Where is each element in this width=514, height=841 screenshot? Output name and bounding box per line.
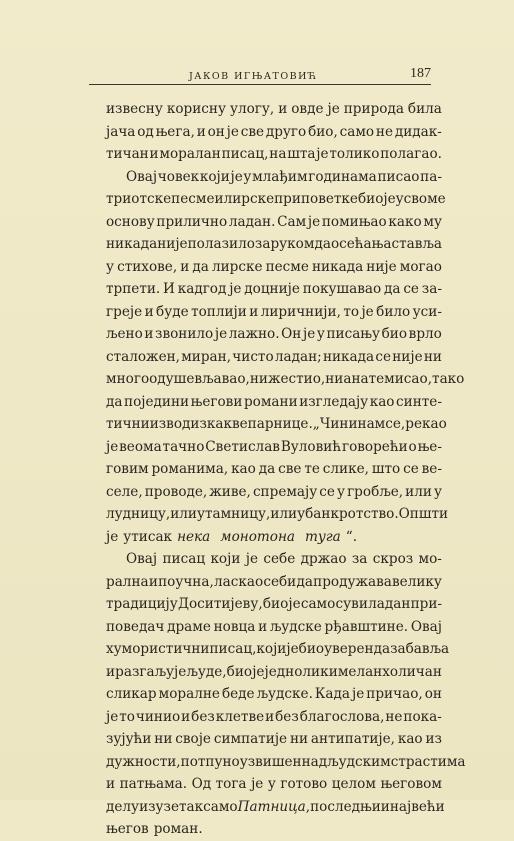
body-text xyxy=(106,98,466,841)
text-line: тичан и моралан писац, на шта је толико полагао. xyxy=(106,146,442,162)
text-line: трпети. И кадгод је доцније покушавао да се за- xyxy=(106,281,442,297)
text-line: много одушевљавао, ни жестио, ни анатемисао, тако xyxy=(106,371,465,387)
text-line: извесну корисну улогу, и овде је природа била xyxy=(106,101,442,117)
page-number: 187 xyxy=(410,66,431,81)
text-line: дужности, потпуно узвишен над људским страстима xyxy=(106,753,466,770)
text-line: сликар моралне беде људске. Када је причао, он xyxy=(106,686,442,702)
text-line: традицију Доситијеву, био је само сув и ладан при- xyxy=(106,596,442,612)
text-line: и патњама. Од тога је у готово целом његовом xyxy=(106,776,442,792)
paragraph xyxy=(106,98,442,166)
text-line: је утисак нека монотона туга “. xyxy=(106,528,358,545)
paragraph xyxy=(106,166,465,549)
text-line: делу изузетак само Патница, последњи и највећи xyxy=(106,798,445,815)
text-line: и разгаљује људе, био је једнолик и меланхоличан xyxy=(106,663,442,680)
text-line: триотске песме и лирске приповетке био је у своме xyxy=(106,191,446,207)
text-line: је веома тачно Светислав Вуловић говорећи о ње- xyxy=(106,438,442,455)
text-line: је то чинио и без клетве и без благослова, не пока- xyxy=(106,708,442,725)
paragraph xyxy=(106,548,466,841)
text-line: поведач драме новца и људске рђавштине. Овај xyxy=(106,618,442,635)
text-line: да поједини његови романи изгледају као синте- xyxy=(106,393,442,410)
text-line: селе, проводе, живе, спремају се у гробље, или у xyxy=(106,483,442,500)
text-line: основу прилично ладан. Сам је помињао како му xyxy=(106,213,442,230)
text-line: Овај писац који је себе држао за скроз мо- xyxy=(126,551,442,567)
text-line: зујући ни своје симпатије ни антипатије, као из xyxy=(106,731,442,747)
text-line: лудницу, или у тамницу, или у банкротство. Општи xyxy=(106,506,449,522)
text-line: љено и звонило је лажно. Он је у писању био врло xyxy=(106,326,442,342)
running-head xyxy=(89,68,431,84)
text-line: његов роман. xyxy=(106,821,203,837)
text-line: хумористични писац, који је био уверен да забавља xyxy=(106,641,450,657)
text-line: јача од њега, и он је све друго био, само не дидак- xyxy=(106,123,442,140)
text-line: греје и буде топлији и лиричнији, то је било уси- xyxy=(106,303,442,320)
text-line: говим романима, као да све те слике, што се ве- xyxy=(106,461,442,477)
header-rule xyxy=(89,84,431,85)
running-title: ЈАКОВ ИГЊАТОВИЋ xyxy=(189,71,318,82)
text-line: никада није полазило за руком да осећања ставља xyxy=(106,236,442,252)
text-line: Овај човек који је у млађим годинама писао па- xyxy=(126,168,442,185)
text-line: сталожен, миран, чисто ладан; никада се није ни xyxy=(106,348,442,365)
text-line: тични извод из какве парнице. „Чини нам се, рекао xyxy=(106,416,447,432)
text-line: рална и поучна, ласкао себи да продужава велику xyxy=(106,573,442,590)
text-line: у стихове, и да лирске песме никада није могао xyxy=(106,258,442,275)
